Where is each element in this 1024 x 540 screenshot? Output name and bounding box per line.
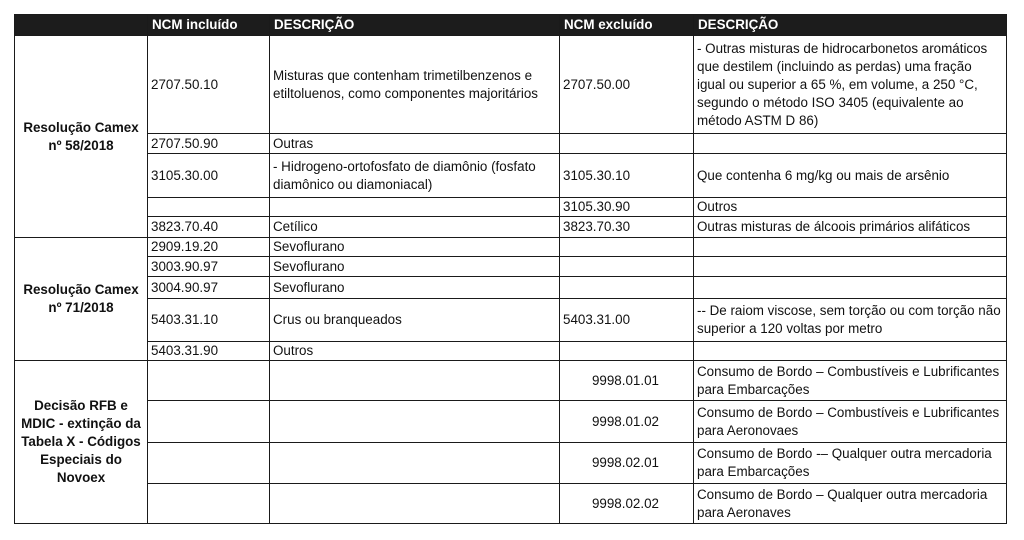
description-included-cell	[270, 443, 560, 484]
description-included-cell: Cetílico	[270, 217, 560, 238]
ncm-excluded-cell: 9998.01.01	[560, 361, 694, 401]
table-row	[15, 299, 1007, 342]
description-included-cell: Outras	[270, 134, 560, 154]
header-cell-ncm-included: NCM incluído	[148, 15, 270, 36]
description-included-cell: Sevoflurano	[270, 277, 560, 299]
header-row	[15, 15, 1007, 36]
ncm-excluded-cell: 3823.70.30	[560, 217, 694, 238]
ncm-included-cell: 3823.70.40	[148, 217, 270, 238]
ncm-excluded-cell: 9998.02.02	[560, 484, 694, 524]
ncm-included-cell: 5403.31.10	[148, 299, 270, 342]
description-excluded-cell	[694, 257, 1007, 277]
table-row	[15, 36, 1007, 134]
table-row	[15, 154, 1007, 198]
ncm-excluded-cell: 5403.31.00	[560, 299, 694, 342]
description-excluded-cell: Consumo de Bordo -– Qualquer outra mercadoria para Embarcações	[694, 443, 1007, 484]
description-included-cell: - Hidrogeno-ortofosfato de diamônio (fosfato diamônico ou diamoniacal)	[270, 154, 560, 198]
description-included-cell: Misturas que contenham trimetilbenzenos e etiltoluenos, como componentes majoritários	[270, 36, 560, 134]
description-excluded-cell	[694, 238, 1007, 257]
ncm-excluded-cell	[560, 277, 694, 299]
ncm-excluded-cell	[560, 342, 694, 361]
table-row	[15, 342, 1007, 361]
description-excluded-cell: Outros	[694, 198, 1007, 217]
description-included-cell: Sevoflurano	[270, 238, 560, 257]
ncm-excluded-cell: 3105.30.10	[560, 154, 694, 198]
header-cell-description-included: DESCRIÇÃO	[270, 15, 560, 36]
ncm-excluded-cell	[560, 257, 694, 277]
header-cell-ncm-excluded: NCM excluído	[560, 15, 694, 36]
description-included-cell: Outros	[270, 342, 560, 361]
description-excluded-cell	[694, 342, 1007, 361]
description-excluded-cell: - Outras misturas de hidrocarbonetos aromáticos que destilem (incluindo as perdas) uma fração igual ou superior a 65 %, em volume, a 250 °C, segundo o método ISO 3405 (equivalente ao método ASTM D 86)	[694, 36, 1007, 134]
description-excluded-cell	[694, 134, 1007, 154]
ncm-excluded-cell	[560, 134, 694, 154]
description-included-cell	[270, 401, 560, 443]
ncm-excluded-cell: 9998.02.01	[560, 443, 694, 484]
ncm-included-cell	[148, 361, 270, 401]
description-excluded-cell: Outras misturas de álcoois primários alifáticos	[694, 217, 1007, 238]
table-row	[15, 257, 1007, 277]
ncm-table	[14, 14, 1007, 524]
table-row	[15, 401, 1007, 443]
ncm-included-cell	[148, 401, 270, 443]
group-label: Decisão RFB e MDIC - extinção da Tabela X - Códigos Especiais do Novoex	[15, 361, 148, 524]
description-included-cell	[270, 198, 560, 217]
table-row	[15, 134, 1007, 154]
description-included-cell: Sevoflurano	[270, 257, 560, 277]
description-included-cell	[270, 484, 560, 524]
description-excluded-cell: Consumo de Bordo – Combustíveis e Lubrificantes para Embarcações	[694, 361, 1007, 401]
ncm-included-cell: 5403.31.90	[148, 342, 270, 361]
ncm-excluded-cell: 9998.01.02	[560, 401, 694, 443]
table-row	[15, 198, 1007, 217]
description-excluded-cell: Que contenha 6 mg/kg ou mais de arsênio	[694, 154, 1007, 198]
table-row	[15, 443, 1007, 484]
ncm-included-cell: 3003.90.97	[148, 257, 270, 277]
description-included-cell: Crus ou branqueados	[270, 299, 560, 342]
group-label: Resolução Camex nº 71/2018	[15, 238, 148, 361]
ncm-included-cell: 2909.19.20	[148, 238, 270, 257]
ncm-included-cell: 2707.50.10	[148, 36, 270, 134]
table-row	[15, 277, 1007, 299]
ncm-included-cell: 3004.90.97	[148, 277, 270, 299]
ncm-excluded-cell: 2707.50.00	[560, 36, 694, 134]
ncm-included-cell: 2707.50.90	[148, 134, 270, 154]
description-excluded-cell	[694, 277, 1007, 299]
table-row	[15, 361, 1007, 401]
description-included-cell	[270, 361, 560, 401]
header-cell-group	[15, 15, 148, 36]
group-label: Resolução Camex nº 58/2018	[15, 36, 148, 238]
description-excluded-cell: Consumo de Bordo – Qualquer outra mercadoria para Aeronaves	[694, 484, 1007, 524]
ncm-included-cell	[148, 198, 270, 217]
table-row	[15, 217, 1007, 238]
table-row	[15, 484, 1007, 524]
description-excluded-cell: -- De raiom viscose, sem torção ou com torção não superior a 120 voltas por metro	[694, 299, 1007, 342]
ncm-included-cell	[148, 443, 270, 484]
ncm-excluded-cell	[560, 238, 694, 257]
ncm-included-cell: 3105.30.00	[148, 154, 270, 198]
ncm-included-cell	[148, 484, 270, 524]
table-row	[15, 238, 1007, 257]
ncm-excluded-cell: 3105.30.90	[560, 198, 694, 217]
description-excluded-cell: Consumo de Bordo – Combustíveis e Lubrificantes para Aeronovaes	[694, 401, 1007, 443]
header-cell-description-excluded: DESCRIÇÃO	[694, 15, 1007, 36]
